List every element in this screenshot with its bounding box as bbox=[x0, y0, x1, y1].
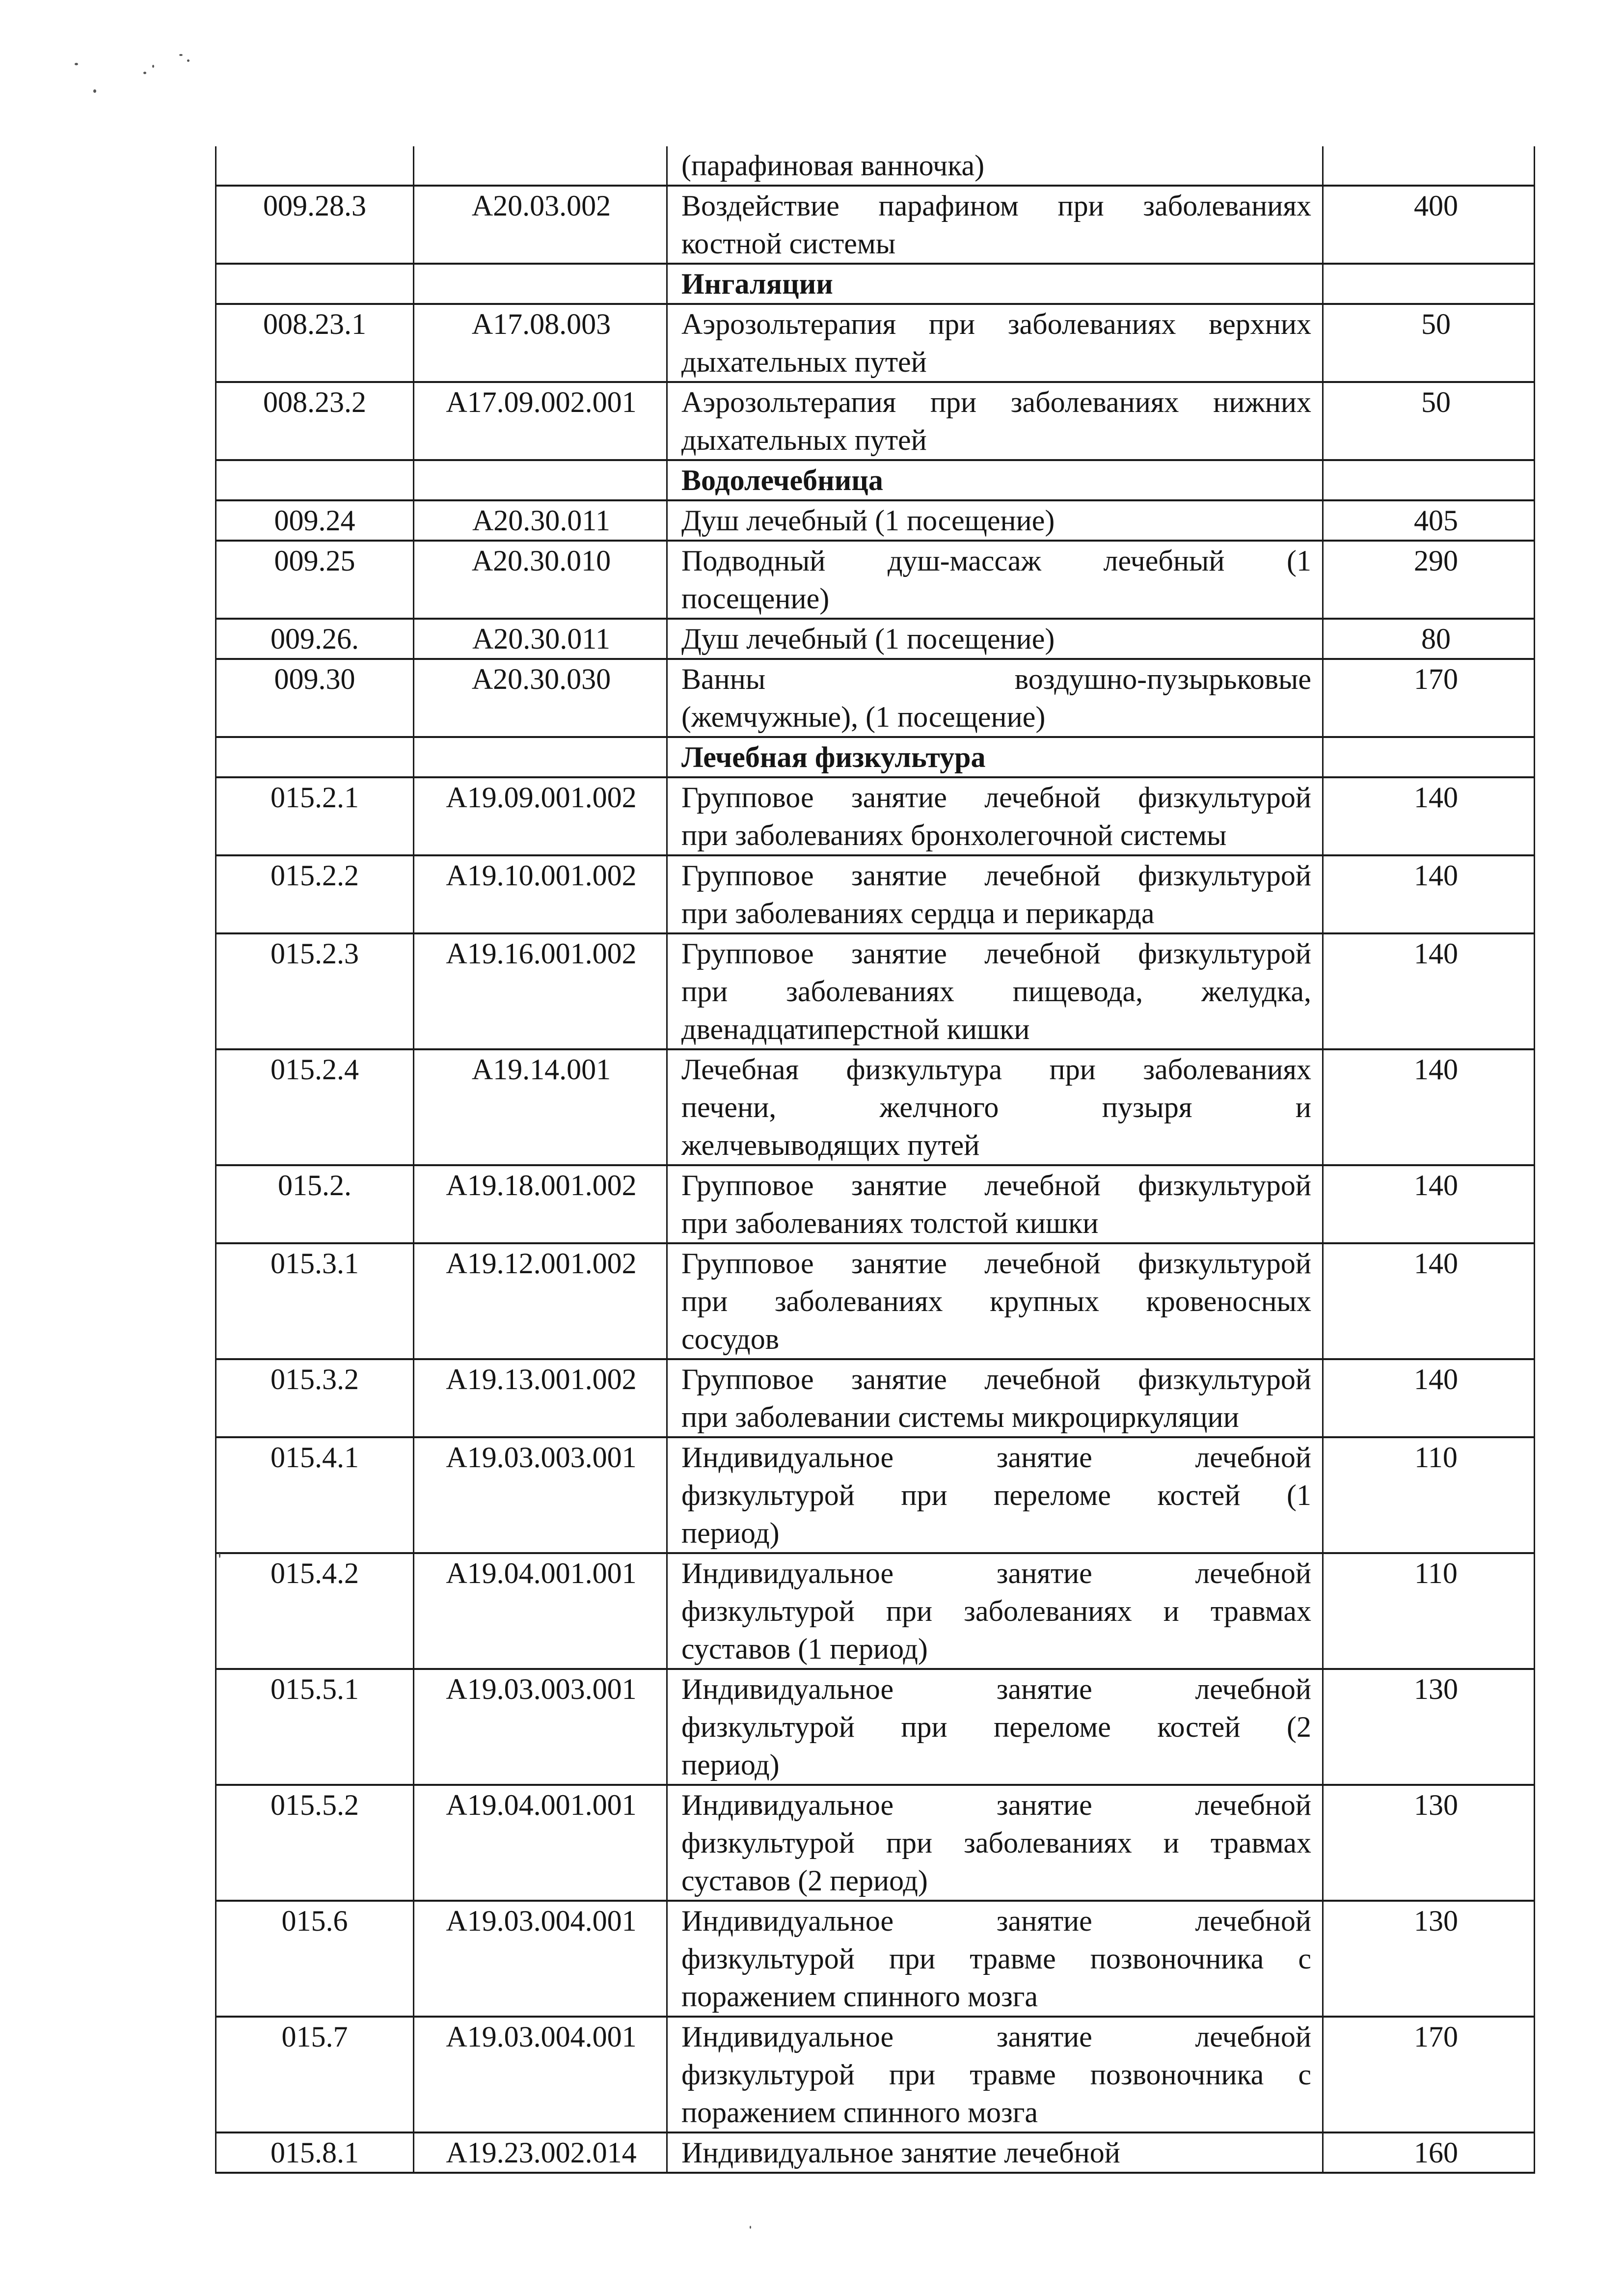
service-description-cell bbox=[667, 186, 1323, 264]
description-line: Душ лечебный (1 посещение) bbox=[681, 504, 1055, 537]
service-description-cell bbox=[667, 541, 1323, 619]
price-cell: 80 bbox=[1323, 619, 1535, 659]
service-code-cell: A20.03.002 bbox=[414, 186, 667, 264]
description-line: посещение) bbox=[681, 582, 830, 615]
service-number-cell: 015.2.1 bbox=[216, 777, 414, 855]
price-cell: 160 bbox=[1323, 2132, 1535, 2173]
description-line: костной системы bbox=[681, 227, 896, 260]
price-cell: 290 bbox=[1323, 541, 1535, 619]
price-cell: 140 bbox=[1323, 1049, 1535, 1165]
scan-speck bbox=[143, 72, 146, 74]
description-line: (парафиновая ванночка) bbox=[681, 149, 985, 182]
service-number-cell: 009.25 bbox=[216, 541, 414, 619]
description-line: период) bbox=[681, 1749, 780, 1781]
price-cell: 140 bbox=[1323, 855, 1535, 933]
service-description-cell bbox=[667, 1901, 1323, 2017]
service-description-cell bbox=[667, 500, 1323, 541]
description-line: Ванны воздушно-пузырьковые bbox=[681, 663, 1311, 695]
service-description-cell bbox=[667, 2017, 1323, 2132]
service-description-cell bbox=[667, 1437, 1323, 1553]
table-row bbox=[216, 659, 1535, 737]
scan-speck bbox=[75, 63, 78, 65]
service-code-cell: A17.08.003 bbox=[414, 304, 667, 382]
service-number-cell: 015.6 bbox=[216, 1901, 414, 2017]
service-number-cell: 009.26. bbox=[216, 619, 414, 659]
description-line: желчевыводящих путей bbox=[681, 1129, 980, 1161]
scan-speck bbox=[219, 1553, 220, 1558]
price-cell bbox=[1323, 460, 1535, 500]
table-row bbox=[216, 146, 1535, 186]
price-cell bbox=[1323, 146, 1535, 186]
table-row bbox=[216, 1243, 1535, 1359]
description-line: физкультурой при заболеваниях и травмах bbox=[681, 1595, 1311, 1627]
table-row bbox=[216, 933, 1535, 1049]
price-cell: 140 bbox=[1323, 777, 1535, 855]
description-line: двенадцатиперстной кишки bbox=[681, 1013, 1030, 1045]
service-code-cell: A19.03.004.001 bbox=[414, 2017, 667, 2132]
description-line: при заболеваниях сердца и перикарда bbox=[681, 897, 1155, 929]
scan-speck bbox=[187, 59, 189, 62]
price-cell: 110 bbox=[1323, 1553, 1535, 1669]
price-cell: 50 bbox=[1323, 304, 1535, 382]
scan-speck bbox=[152, 65, 154, 68]
service-number-cell: 015.2.3 bbox=[216, 933, 414, 1049]
section-header-row bbox=[216, 737, 1535, 777]
service-description-cell bbox=[667, 933, 1323, 1049]
service-description-cell bbox=[667, 382, 1323, 460]
service-number-cell: 015.4.1 bbox=[216, 1437, 414, 1553]
section-title: Водолечебница bbox=[681, 464, 883, 496]
service-description-cell bbox=[667, 1785, 1323, 1901]
description-line: суставов (2 период) bbox=[681, 1864, 928, 1897]
description-line: Индивидуальное занятие лечебной bbox=[681, 1441, 1311, 1474]
service-number-cell: 008.23.2 bbox=[216, 382, 414, 460]
table-row bbox=[216, 1785, 1535, 1901]
service-code-cell: A19.16.001.002 bbox=[414, 933, 667, 1049]
description-line: Душ лечебный (1 посещение) bbox=[681, 623, 1055, 655]
price-cell: 140 bbox=[1323, 933, 1535, 1049]
service-number-cell: 015.5.1 bbox=[216, 1669, 414, 1785]
service-code-cell: A19.18.001.002 bbox=[414, 1165, 667, 1243]
scan-speck bbox=[750, 2226, 751, 2229]
table-row bbox=[216, 1165, 1535, 1243]
description-line: Групповое занятие лечебной физкультурой bbox=[681, 859, 1311, 892]
description-line: печени, желчного пузыря и bbox=[681, 1091, 1311, 1123]
service-code-cell: A20.30.010 bbox=[414, 541, 667, 619]
description-line: Индивидуальное занятие лечебной bbox=[681, 1789, 1311, 1821]
service-number-cell: 009.24 bbox=[216, 500, 414, 541]
price-cell: 110 bbox=[1323, 1437, 1535, 1553]
table-row bbox=[216, 855, 1535, 933]
service-description-cell bbox=[667, 1553, 1323, 1669]
table-row bbox=[216, 541, 1535, 619]
service-description-cell bbox=[667, 1359, 1323, 1437]
service-description-cell bbox=[667, 1049, 1323, 1165]
service-description-cell bbox=[667, 146, 1323, 186]
table-row bbox=[216, 619, 1535, 659]
service-code-cell bbox=[414, 737, 667, 777]
description-line: Лечебная физкультура при заболеваниях bbox=[681, 1053, 1311, 1086]
service-description-cell bbox=[667, 777, 1323, 855]
price-cell: 130 bbox=[1323, 1669, 1535, 1785]
price-cell: 130 bbox=[1323, 1901, 1535, 2017]
description-line: Групповое занятие лечебной физкультурой bbox=[681, 937, 1311, 970]
price-cell: 405 bbox=[1323, 500, 1535, 541]
description-line: физкультурой при заболеваниях и травмах bbox=[681, 1827, 1311, 1859]
description-line: при заболеваниях пищевода, желудка, bbox=[681, 975, 1311, 1008]
table-row bbox=[216, 2017, 1535, 2132]
section-title-cell bbox=[667, 737, 1323, 777]
service-code-cell: A19.03.004.001 bbox=[414, 1901, 667, 2017]
section-title-cell bbox=[667, 264, 1323, 304]
service-description-cell bbox=[667, 1669, 1323, 1785]
service-number-cell: 015.2. bbox=[216, 1165, 414, 1243]
service-number-cell: 008.23.1 bbox=[216, 304, 414, 382]
description-line: при заболевании системы микроциркуляции bbox=[681, 1401, 1239, 1433]
service-code-cell: A19.09.001.002 bbox=[414, 777, 667, 855]
description-line: период) bbox=[681, 1517, 780, 1549]
service-description-cell bbox=[667, 304, 1323, 382]
table-row bbox=[216, 1901, 1535, 2017]
table-row bbox=[216, 2132, 1535, 2173]
description-line: суставов (1 период) bbox=[681, 1633, 928, 1665]
service-code-cell bbox=[414, 264, 667, 304]
price-cell: 140 bbox=[1323, 1359, 1535, 1437]
service-number-cell bbox=[216, 460, 414, 500]
section-header-row bbox=[216, 264, 1535, 304]
description-line: Индивидуальное занятие лечебной bbox=[681, 1905, 1311, 1937]
service-code-cell: A20.30.011 bbox=[414, 500, 667, 541]
service-code-cell: A19.04.001.001 bbox=[414, 1785, 667, 1901]
service-code-cell: A20.30.011 bbox=[414, 619, 667, 659]
price-list-body bbox=[216, 146, 1535, 2173]
service-number-cell bbox=[216, 264, 414, 304]
price-cell bbox=[1323, 264, 1535, 304]
description-line: Аэрозольтерапия при заболеваниях нижних bbox=[681, 386, 1311, 418]
description-line: Групповое занятие лечебной физкультурой bbox=[681, 1169, 1311, 1202]
description-line: Подводный душ-массаж лечебный (1 bbox=[681, 545, 1311, 577]
price-cell: 170 bbox=[1323, 2017, 1535, 2132]
service-number-cell: 015.3.2 bbox=[216, 1359, 414, 1437]
description-line: Групповое занятие лечебной физкультурой bbox=[681, 1363, 1311, 1395]
service-code-cell: A19.10.001.002 bbox=[414, 855, 667, 933]
service-code-cell: A20.30.030 bbox=[414, 659, 667, 737]
service-description-cell bbox=[667, 619, 1323, 659]
table-row bbox=[216, 500, 1535, 541]
description-line: физкультурой при травме позвоночника с bbox=[681, 1942, 1311, 1975]
price-cell: 50 bbox=[1323, 382, 1535, 460]
price-cell: 400 bbox=[1323, 186, 1535, 264]
description-line: физкультурой при травме позвоночника с bbox=[681, 2058, 1311, 2091]
section-title: Ингаляции bbox=[681, 268, 833, 300]
table-row bbox=[216, 186, 1535, 264]
service-description-cell bbox=[667, 855, 1323, 933]
price-list-table bbox=[215, 146, 1535, 2174]
service-code-cell: A17.09.002.001 bbox=[414, 382, 667, 460]
description-line: Воздействие парафином при заболеваниях bbox=[681, 190, 1311, 222]
description-line: физкультурой при переломе костей (2 bbox=[681, 1711, 1311, 1743]
service-code-cell: A19.03.003.001 bbox=[414, 1437, 667, 1553]
service-number-cell: 009.28.3 bbox=[216, 186, 414, 264]
section-title-cell bbox=[667, 460, 1323, 500]
service-description-cell bbox=[667, 659, 1323, 737]
description-line: дыхательных путей bbox=[681, 346, 927, 378]
table-row bbox=[216, 304, 1535, 382]
service-number-cell: 015.2.2 bbox=[216, 855, 414, 933]
service-code-cell bbox=[414, 460, 667, 500]
price-cell: 130 bbox=[1323, 1785, 1535, 1901]
table-row bbox=[216, 1359, 1535, 1437]
description-line: сосудов bbox=[681, 1323, 780, 1355]
service-description-cell bbox=[667, 2132, 1323, 2173]
service-code-cell: A19.23.002.014 bbox=[414, 2132, 667, 2173]
description-line: Индивидуальное занятие лечебной bbox=[681, 2136, 1120, 2169]
description-line: поражением спинного мозга bbox=[681, 2096, 1038, 2129]
description-line: Групповое занятие лечебной физкультурой bbox=[681, 781, 1311, 814]
scan-speck bbox=[179, 54, 183, 56]
service-code-cell: A19.14.001 bbox=[414, 1049, 667, 1165]
service-number-cell: 015.3.1 bbox=[216, 1243, 414, 1359]
section-title: Лечебная физкультура bbox=[681, 741, 986, 773]
service-number-cell bbox=[216, 737, 414, 777]
service-code-cell: A19.12.001.002 bbox=[414, 1243, 667, 1359]
service-code-cell: A19.03.003.001 bbox=[414, 1669, 667, 1785]
section-header-row bbox=[216, 460, 1535, 500]
description-line: при заболеваниях толстой кишки bbox=[681, 1207, 1099, 1239]
service-number-cell: 015.2.4 bbox=[216, 1049, 414, 1165]
table-row bbox=[216, 1437, 1535, 1553]
price-cell bbox=[1323, 737, 1535, 777]
table-row bbox=[216, 777, 1535, 855]
service-description-cell bbox=[667, 1243, 1323, 1359]
description-line: Индивидуальное занятие лечебной bbox=[681, 1673, 1311, 1705]
service-code-cell bbox=[414, 146, 667, 186]
description-line: (жемчужные), (1 посещение) bbox=[681, 701, 1046, 733]
description-line: дыхательных путей bbox=[681, 424, 927, 456]
price-cell: 140 bbox=[1323, 1165, 1535, 1243]
description-line: Индивидуальное занятие лечебной bbox=[681, 1557, 1311, 1589]
table-row bbox=[216, 382, 1535, 460]
table-row bbox=[216, 1669, 1535, 1785]
service-code-cell: A19.13.001.002 bbox=[414, 1359, 667, 1437]
scan-speck bbox=[93, 89, 96, 93]
table-row bbox=[216, 1553, 1535, 1669]
price-cell: 140 bbox=[1323, 1243, 1535, 1359]
service-number-cell: 015.7 bbox=[216, 2017, 414, 2132]
table-row bbox=[216, 1049, 1535, 1165]
service-number-cell: 015.8.1 bbox=[216, 2132, 414, 2173]
description-line: при заболеваниях крупных кровеносных bbox=[681, 1285, 1311, 1317]
description-line: физкультурой при переломе костей (1 bbox=[681, 1479, 1311, 1511]
description-line: Аэрозольтерапия при заболеваниях верхних bbox=[681, 308, 1311, 340]
description-line: Групповое занятие лечебной физкультурой bbox=[681, 1247, 1311, 1280]
service-number-cell: 015.4.2 bbox=[216, 1553, 414, 1669]
service-number-cell: 009.30 bbox=[216, 659, 414, 737]
description-line: при заболеваниях бронхолегочной системы bbox=[681, 819, 1227, 851]
service-number-cell bbox=[216, 146, 414, 186]
description-line: Индивидуальное занятие лечебной bbox=[681, 2021, 1311, 2053]
description-line: поражением спинного мозга bbox=[681, 1980, 1038, 2013]
service-code-cell: A19.04.001.001 bbox=[414, 1553, 667, 1669]
service-description-cell bbox=[667, 1165, 1323, 1243]
price-cell: 170 bbox=[1323, 659, 1535, 737]
service-number-cell: 015.5.2 bbox=[216, 1785, 414, 1901]
